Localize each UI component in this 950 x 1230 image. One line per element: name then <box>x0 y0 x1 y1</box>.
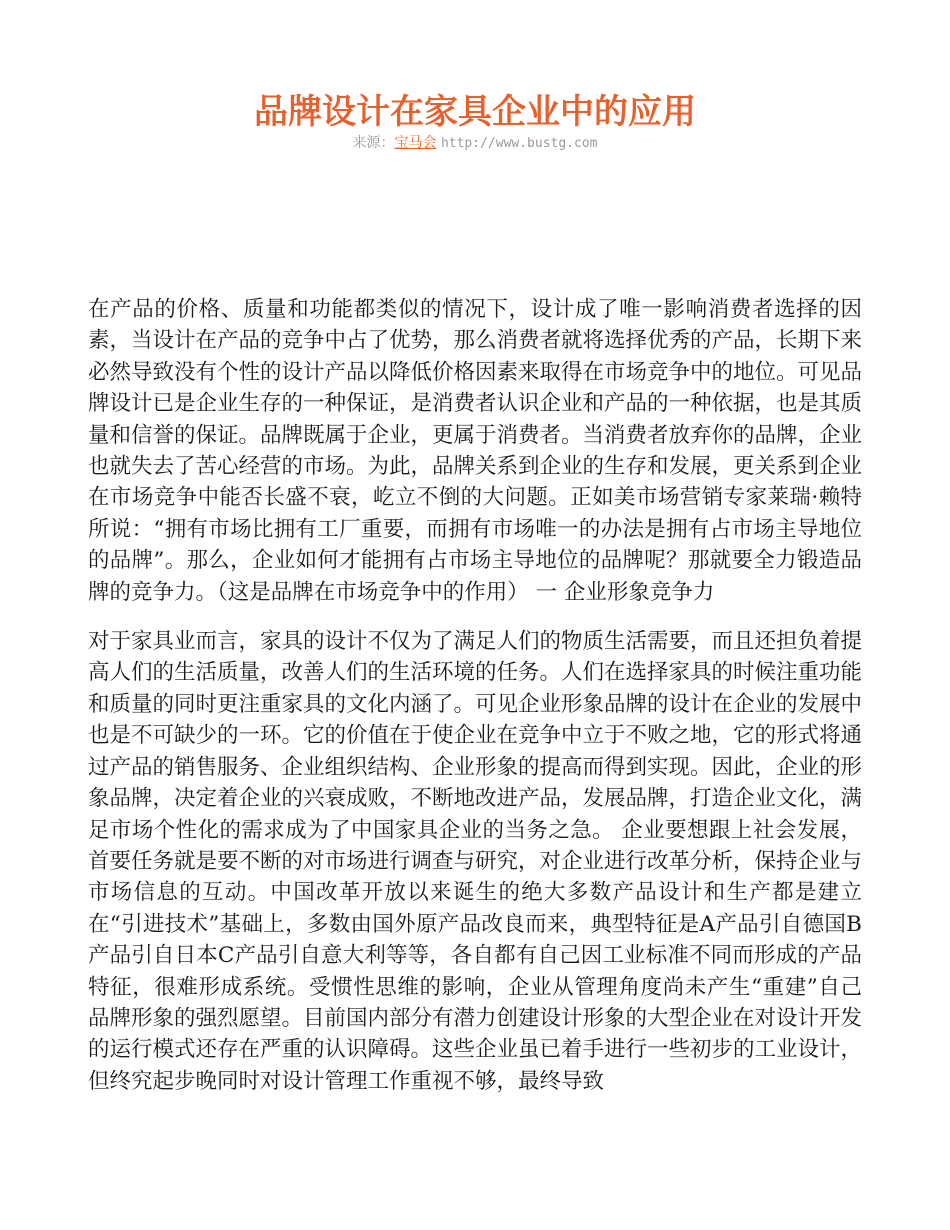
paragraph-1: 在产品的价格、质量和功能都类似的情况下，设计成了唯一影响消费者选择的因素，当设计在产品的竞争中占了优势，那么消费者就将选择优秀的产品，长期下来必然导致没有个性的设计产品以降低价格因素来取得在市场竞争中的地位。可见品牌设计已是企业生存的一种保证，是消费者认识企业和产品的一种依据，也是其质量和信誉的保证。品牌既属于企业，更属于消费者。当消费者放弃你的品牌，企业也就失去了苦心经营的市场。为此，品牌关系到企业的生存和发展，更关系到企业在市场竞争中能否长盛不衰，屹立不倒的大问题。正如美市场营销专家莱瑞·赖特所说：“拥有市场比拥有工厂重要，而拥有市场唯一的办法是拥有占市场主导地位的品牌”。那么，企业如何才能拥有占市场主导地位的品牌呢？那就要全力锻造品牌的竞争力。（这是品牌在市场竞争中的作用） 一 企业形象竞争力 <box>88 297 863 605</box>
source-url: http://www.bustg.com <box>440 136 598 151</box>
source-link[interactable]: 宝马会 <box>394 135 437 151</box>
source-label: 来源： <box>352 135 395 151</box>
paragraph-2: 对于家具业而言，家具的设计不仅为了满足人们的物质生活需要，而且还担负着提高人们的生活质量，改善人们的生活环境的任务。人们在选择家具的时候注重功能和质量的同时更注重家具的文化内涵了。可见企业形象品牌的设计在企业的发展中也是不可缺少的一环。它的价值在于使企业在竞争中立于不败之地，它的形式将通过产品的销售服务、企业组织结构、企业形象的提高而得到实现。因此，企业的形象品牌，决定着企业的兴衰成败，不断地改进产品，发展品牌，打造企业文化，满足市场个性化的需求成为了中国家具企业的当务之急。 企业要想跟上社会发展，首要任务就是要不断的对市场进行调查与研究，对企业进行改革分析，保持企业与市场信息的互动。中国改革开放以来诞生的绝大多数产品设计和生产都是建立在“引进技术”基础上，多数由国外原产品改良而来，典型特征是A产品引自德国B产品引自日本C产品引自意大利等等，各自都有自己因工业标准不同而形成的产品特征，很难形成系统。受惯性思维的影响，企业从管理角度尚未产生“重建”自己品牌形象的强烈愿望。目前国内部分有潜力创建设计形象的大型企业在对设计开发的运行模式还存在严重的认识障碍。这些企业虽已着手进行一些初步的工业设计，但终究起步晚同时对设计管理工作重视不够，最终导致 <box>88 629 863 1094</box>
article-source <box>0 133 950 154</box>
article-title: 品牌设计在家具企业中的应用 <box>254 92 696 132</box>
article-body <box>88 294 862 1097</box>
